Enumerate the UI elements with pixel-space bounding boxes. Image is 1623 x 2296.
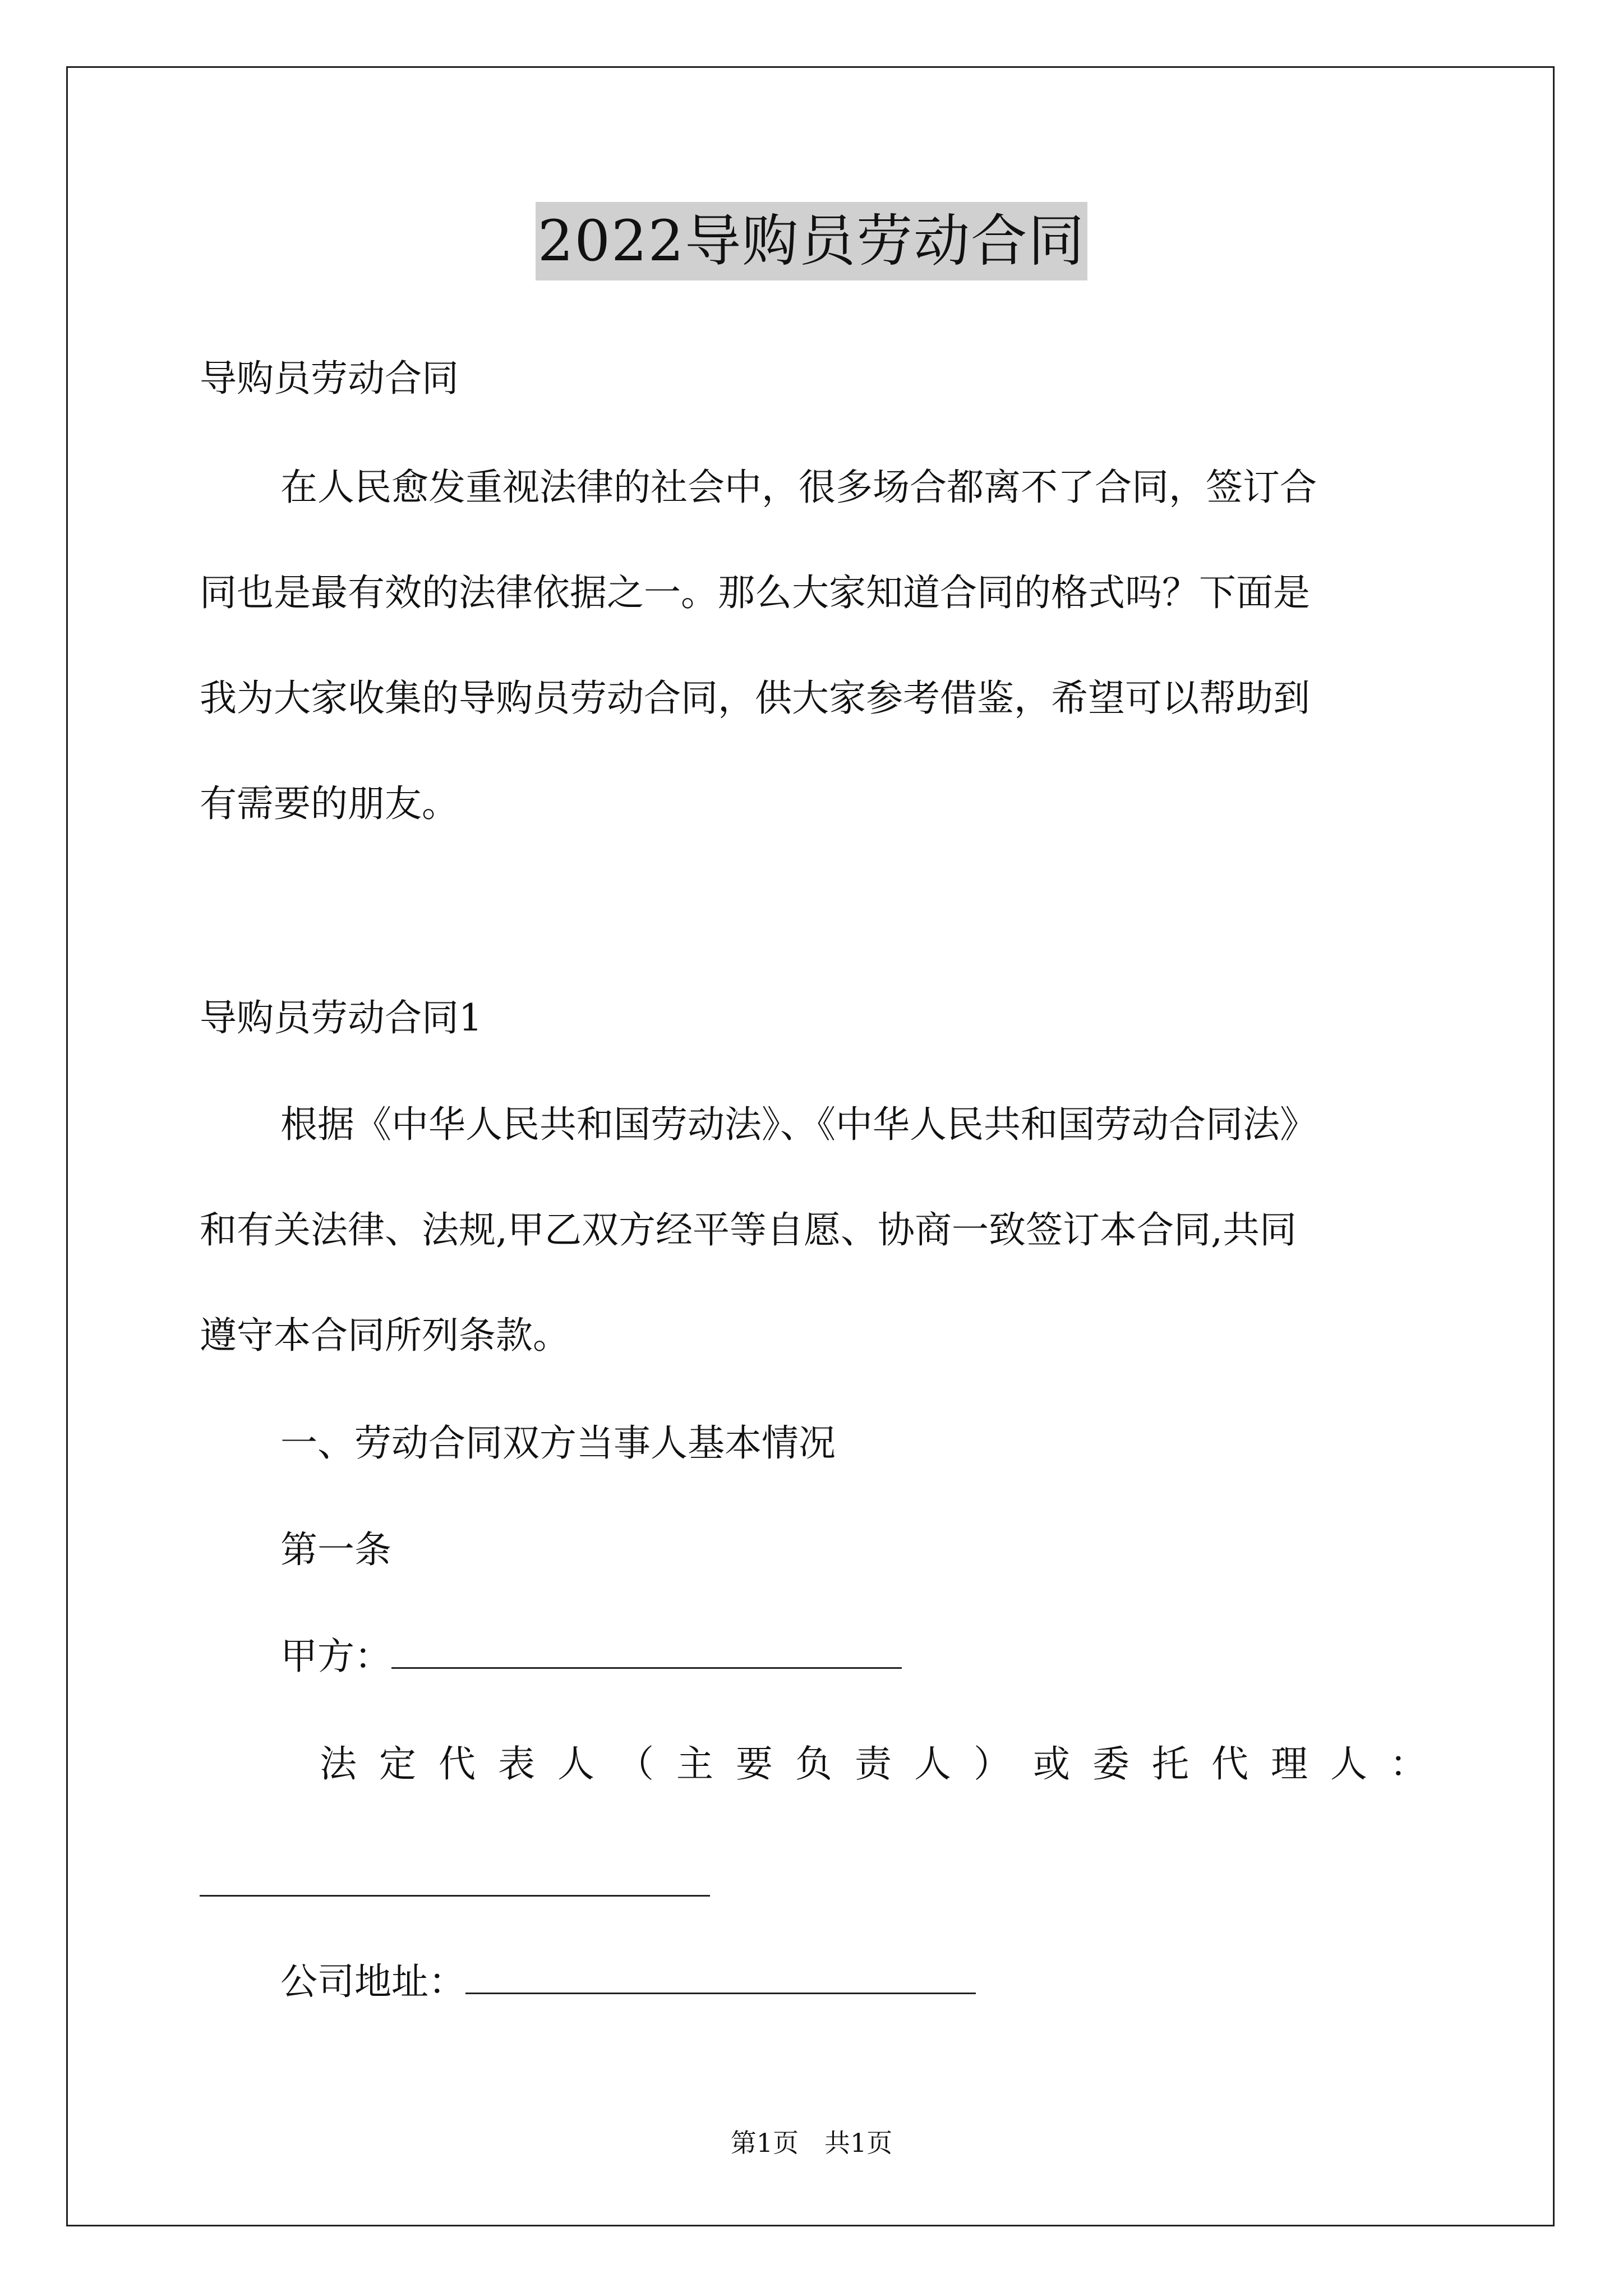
legal-rep-label: 法定代表人（主要负责人）或委托代理人： [320,1742,1449,1786]
legal-rep-field[interactable] [200,1895,710,1897]
company-address-label: 公司地址： [280,1960,465,2003]
document-title: 2022导购员劳动合同 [536,202,1088,280]
section-heading: 导购员劳动合同1 [200,996,482,1039]
intro-line-4: 有需要的朋友。 [200,782,459,825]
intro-line-2: 同也是最有效的法律依据之一。那么大家知道合同的格式吗？下面是 [200,571,1310,614]
company-address-line [280,1955,1428,2007]
party-a-label: 甲方： [280,1635,391,1678]
intro-line-3: 我为大家收集的导购员劳动合同，供大家参考借鉴，希望可以帮助到 [200,677,1310,720]
basis-line-1: 根据《中华人民共和国劳动法》、《中华人民共和国劳动合同法》 [280,1103,1317,1146]
article-one: 第一条 [280,1528,391,1571]
basis-line-2: 和有关法律、法规,甲乙双方经平等自愿、协商一致签订本合同,共同 [200,1208,1297,1251]
party-a-line [280,1630,1428,1682]
part-one-heading: 一、劳动合同双方当事人基本情况 [280,1421,836,1465]
party-a-field[interactable] [391,1630,902,1669]
title-container [0,202,1623,280]
page-footer: 第1页 共1页 [730,2128,893,2158]
basis-line-3: 遵守本合同所列条款。 [200,1314,570,1357]
subtitle: 导购员劳动合同 [200,357,459,400]
intro-line-1: 在人民愈发重视法律的社会中，很多场合都离不了合同，签订合 [280,466,1317,509]
company-address-field[interactable] [465,1955,976,1994]
